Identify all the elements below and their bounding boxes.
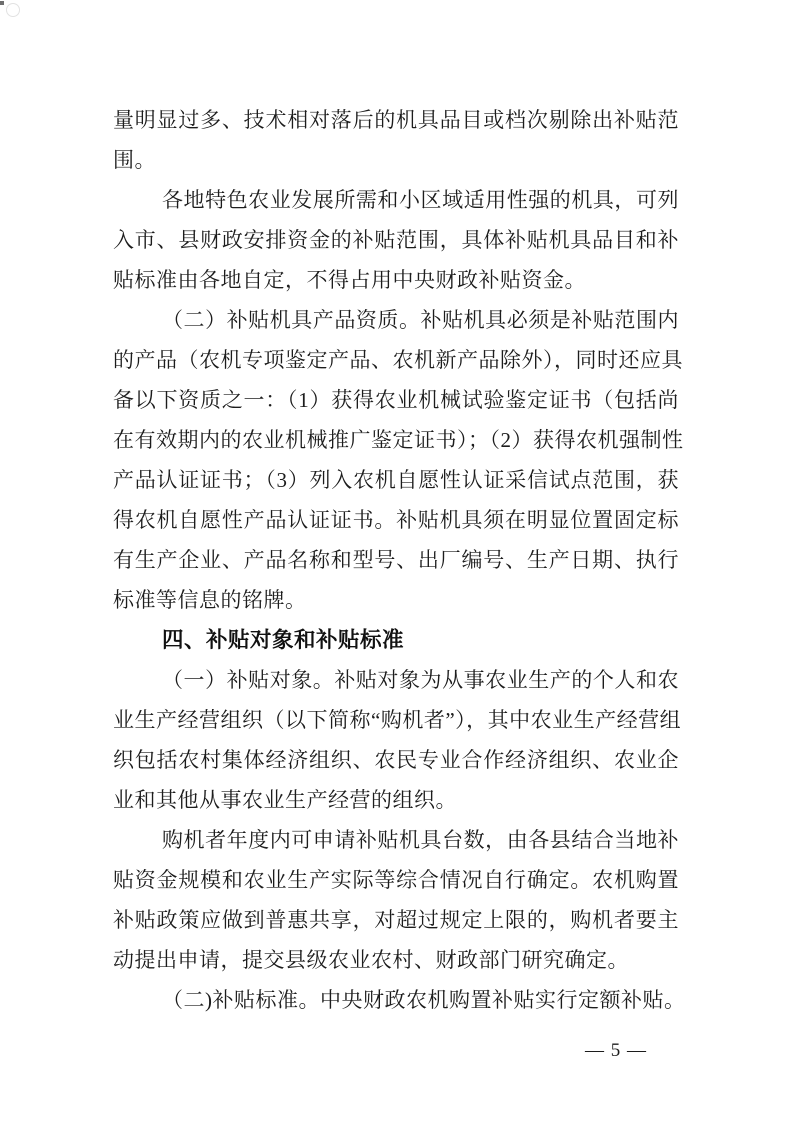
text-line: （二）补贴机具产品资质。补贴机具必须是补贴范围内 xyxy=(162,308,679,332)
text-line: 业生产经营组织（以下简称“购机者”），其中农业生产经营组 xyxy=(113,708,682,732)
text-line: 贴资金规模和农业生产实际等综合情况自行确定。农机购置 xyxy=(113,868,679,892)
text-line: 量明显过多、技术相对落后的机具品目或档次剔除出补贴范 xyxy=(113,108,679,132)
document-body xyxy=(113,100,686,1020)
page-number: — 5 — xyxy=(585,1040,647,1061)
section-heading: 四、补贴对象和补贴标准 xyxy=(162,628,405,652)
text-line: 备以下资质之一：（1）获得农业机械试验鉴定证书（包括尚 xyxy=(113,388,679,412)
text-line: 的产品（农机专项鉴定产品、农机新产品除外），同时还应具 xyxy=(113,348,683,372)
text-line: 有生产企业、产品名称和型号、出厂编号、生产日期、执行 xyxy=(113,548,679,572)
text-line: 围。 xyxy=(113,148,156,172)
text-line: 得农机自愿性产品认证证书。补贴机具须在明显位置固定标 xyxy=(113,508,679,532)
text-line: 各地特色农业发展所需和小区域适用性强的机具，可列 xyxy=(162,188,679,212)
text-line: 动提出申请，提交县级农业农村、财政部门研究确定。 xyxy=(113,948,629,972)
text-line: 在有效期内的农业机械推广鉴定证书）；（2）获得农机强制性 xyxy=(113,428,684,452)
scan-artifact-dot xyxy=(0,1,4,5)
text-line: 入市、县财政安排资金的补贴范围，具体补贴机具品目和补 xyxy=(113,228,679,252)
text-line: 业和其他从事农业生产经营的组织。 xyxy=(113,788,457,812)
text-line: 购机者年度内可申请补贴机具台数，由各县结合当地补 xyxy=(162,828,679,852)
text-line: 标准等信息的铭牌。 xyxy=(113,588,307,612)
text-line: 产品认证证书；（3）列入农机自愿性认证采信试点范围，获 xyxy=(113,468,679,492)
page-footer xyxy=(585,1040,647,1062)
text-line: 补贴政策应做到普惠共享，对超过规定上限的，购机者要主 xyxy=(113,908,679,932)
scan-artifact-ring xyxy=(6,3,20,17)
text-line: （一）补贴对象。补贴对象为从事农业生产的个人和农 xyxy=(162,668,679,692)
text-line: 织包括农村集体经济组织、农民专业合作经济组织、农业企 xyxy=(113,748,679,772)
text-line: 贴标准由各地自定，不得占用中央财政补贴资金。 xyxy=(113,268,586,292)
text-line: （二)补贴标准。中央财政农机购置补贴实行定额补贴。 xyxy=(162,988,686,1012)
